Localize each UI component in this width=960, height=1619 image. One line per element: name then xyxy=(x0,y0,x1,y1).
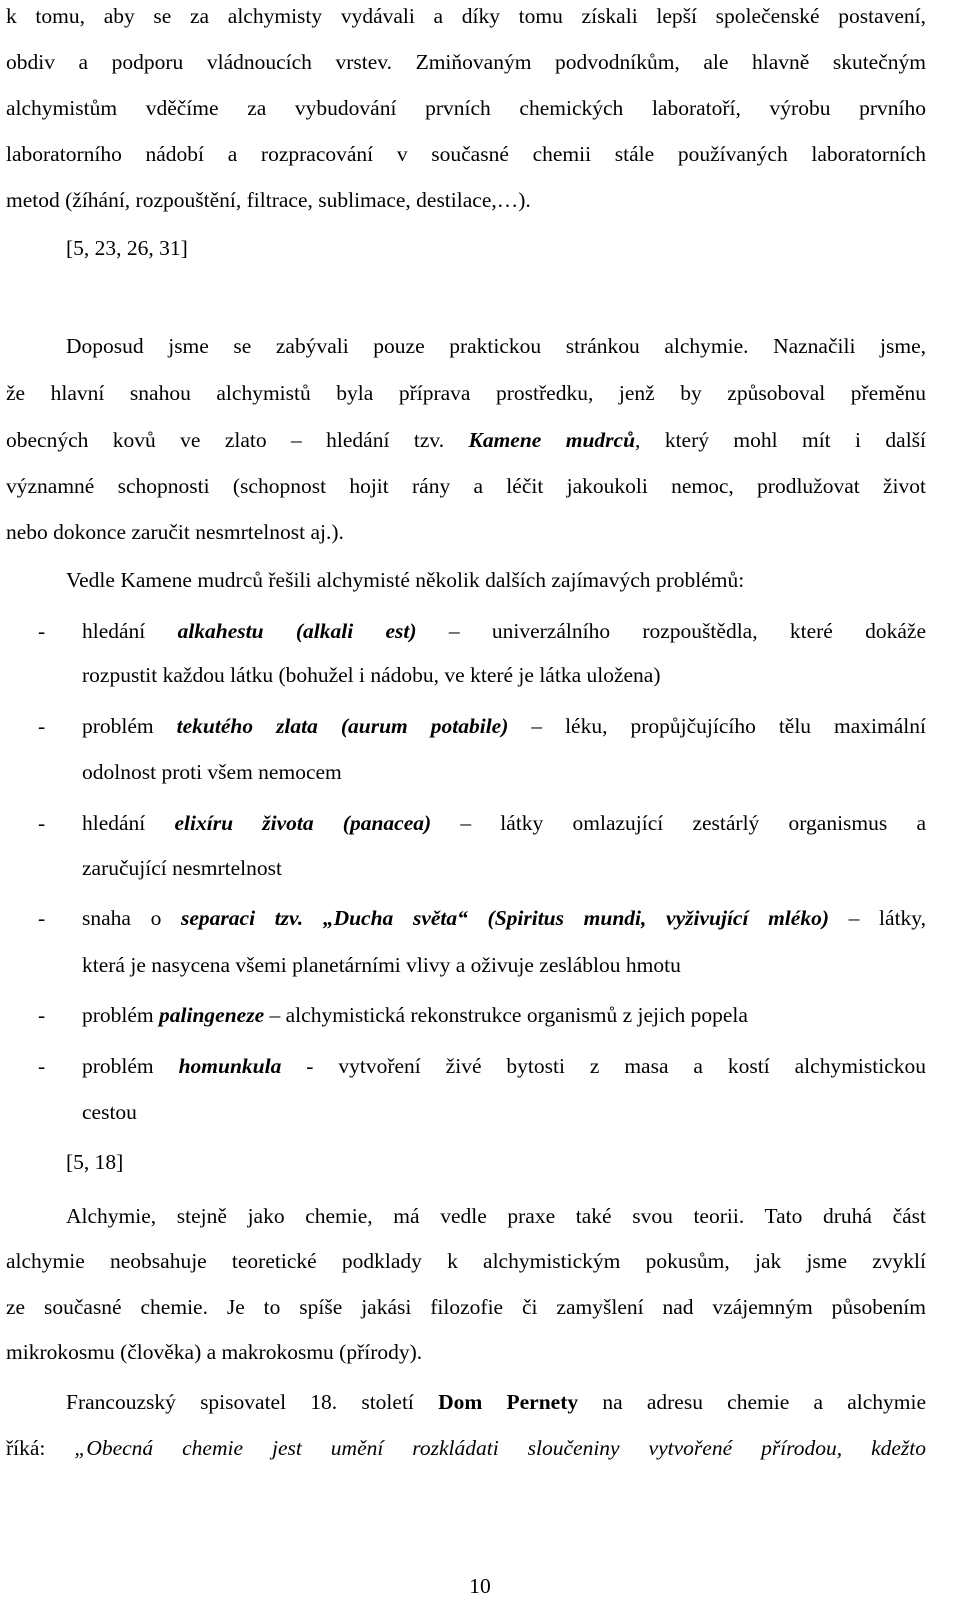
emphasis-term: tekutého zlata (aurum potabile) xyxy=(176,714,509,738)
list-item xyxy=(82,813,926,835)
list-item-continuation: zaručující nesmrtelnost xyxy=(82,856,282,880)
text-span: říká: xyxy=(6,1436,75,1460)
text-span: snaha o xyxy=(82,906,182,930)
paragraph-line xyxy=(66,1392,926,1414)
paragraph-line: alchymistům vděčíme za vybudování prvních chemických laboratoří, výrobu prvního xyxy=(6,96,926,120)
text-span: na adresu chemie a alchymie xyxy=(578,1390,926,1414)
paragraph-line: k tomu, aby se za alchymisty vydávali a díky tomu získali lepší společenské postavení, xyxy=(6,4,926,28)
list-bullet: - xyxy=(38,811,46,835)
citation: [5, 18] xyxy=(66,1150,124,1174)
text-span: – látky omlazující zestárlý organismus a xyxy=(431,811,926,835)
list-item xyxy=(82,908,926,930)
text-span: , který mohl mít i další xyxy=(635,428,927,452)
text-span: – léku, propůjčujícího tělu maximální xyxy=(508,714,926,738)
text-span: problém xyxy=(82,1054,179,1078)
paragraph-line xyxy=(6,1438,926,1460)
list-bullet: - xyxy=(38,1003,46,1027)
text-span: obecných kovů ve zlato – hledání tzv. xyxy=(6,428,469,452)
text-span: Francouzský spisovatel 18. století xyxy=(66,1390,439,1414)
paragraph-line: Doposud jsme se zabývali pouze praktickou stránkou alchymie. Naznačili jsme, xyxy=(66,334,926,358)
emphasis-term: alkahestu (alkali est) xyxy=(177,619,417,643)
paragraph-line: že hlavní snahou alchymistů byla příprava prostředku, jenž by způsoboval přeměnu xyxy=(6,381,926,405)
text-span: - vytvoření živé bytosti z masa a kostí alchymistickou xyxy=(281,1054,926,1078)
list-bullet: - xyxy=(38,714,46,738)
text-span: – alchymistická rekonstrukce organismů z jejich popela xyxy=(264,1003,748,1027)
page-number: 10 xyxy=(469,1574,491,1598)
list-bullet: - xyxy=(38,1054,46,1078)
paragraph-line: obdiv a podporu vládnoucích vrstev. Zmiňovaným podvodníkům, ale hlavně skutečným xyxy=(6,50,926,74)
list-item xyxy=(82,716,926,738)
paragraph-line: mikrokosmu (člověka) a makrokosmu (přírody). xyxy=(6,1340,423,1364)
paragraph-line: významné schopnosti (schopnost hojit rány a léčit jakoukoli nemoc, prodlužovat život xyxy=(6,474,926,498)
paragraph-line: alchymie neobsahuje teoretické podklady k alchymistickým pokusům, jak jsme zvyklí xyxy=(6,1249,926,1273)
list-item xyxy=(82,1056,926,1078)
list-item-continuation: cestou xyxy=(82,1100,137,1124)
paragraph-line: nebo dokonce zaručit nesmrtelnost aj.). xyxy=(6,520,344,544)
list-bullet: - xyxy=(38,619,46,643)
emphasis-term: separaci tzv. „Ducha světa“ (Spiritus mundi, vyživující mléko) xyxy=(181,906,829,930)
emphasis-term: homunkula xyxy=(178,1054,282,1078)
list-item xyxy=(82,621,926,643)
list-item-continuation: rozpustit každou látku (bohužel i nádobu, ve které je látka uložena) xyxy=(82,663,661,687)
paragraph-line: metod (žíhání, rozpouštění, filtrace, sublimace, destilace,…). xyxy=(6,188,531,212)
list-item xyxy=(82,1005,748,1027)
text-span: – univerzálního rozpouštědla, které dokáže xyxy=(416,619,926,643)
paragraph-line xyxy=(6,430,926,452)
emphasis-term: palingeneze xyxy=(159,1003,265,1027)
paragraph-line: ze současné chemie. Je to spíše jakási filozofie či zamyšlení nad vzájemným působením xyxy=(6,1295,926,1319)
emphasis-term: elixíru života (panacea) xyxy=(174,811,432,835)
text-span: hledání xyxy=(82,619,178,643)
list-bullet: - xyxy=(38,906,46,930)
list-item-continuation: která je nasycena všemi planetárními vlivy a oživuje zesláblou hmotu xyxy=(82,953,681,977)
paragraph-line: Vedle Kamene mudrců řešili alchymisté několik dalších zajímavých problémů: xyxy=(66,568,745,592)
paragraph-line: laboratorního nádobí a rozpracování v současné chemii stále používaných laboratorních xyxy=(6,142,926,166)
text-span: – látky, xyxy=(829,906,927,930)
emphasis-term: Kamene mudrců xyxy=(468,428,636,452)
quotation: „Obecná chemie jest umění rozkládati sloučeniny vytvořené přírodou, kdežto xyxy=(74,1436,926,1460)
text-span: hledání xyxy=(82,811,175,835)
author-name: Dom Pernety xyxy=(438,1390,579,1414)
paragraph-line: Alchymie, stejně jako chemie, má vedle praxe také svou teorii. Tato druhá část xyxy=(66,1204,926,1228)
text-span: problém xyxy=(82,1003,160,1027)
citation: [5, 23, 26, 31] xyxy=(66,236,188,260)
list-item-continuation: odolnost proti všem nemocem xyxy=(82,760,342,784)
text-span: problém xyxy=(82,714,177,738)
